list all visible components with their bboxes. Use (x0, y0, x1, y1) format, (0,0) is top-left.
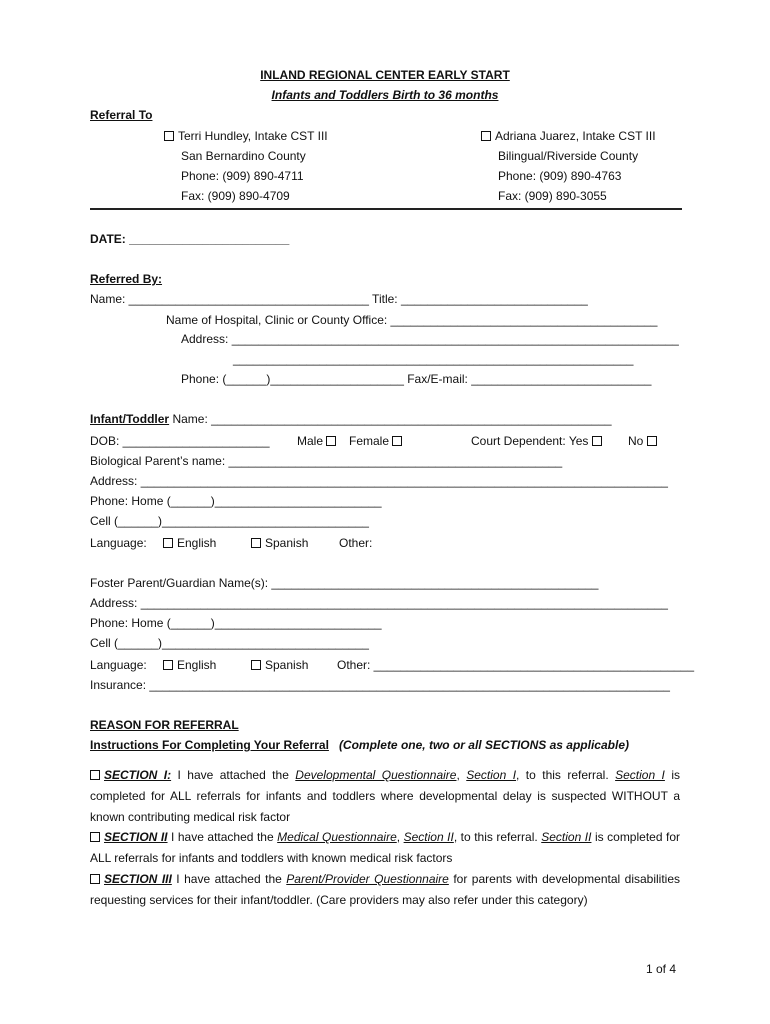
referrer-name-field[interactable]: Name: ____________________________________ Title: ____________________________ (90, 292, 588, 306)
section-1-ref-2: Section I (615, 768, 665, 782)
section-1-checkbox[interactable] (90, 770, 100, 780)
section-2-text-b: , (396, 830, 404, 844)
section-1-text-a: I have attached the (171, 768, 296, 782)
instructions-label: Instructions For Completing Your Referral (90, 738, 329, 752)
section-1-paragraph (90, 765, 680, 828)
court-dependent-yes[interactable] (471, 434, 606, 449)
referrer-address-field-2[interactable]: ____________________________________________________________ (233, 352, 634, 366)
infant-name-field[interactable] (90, 412, 612, 427)
contact-1-phone: Phone: (909) 890-4711 (181, 169, 304, 183)
section-3-text-b: for parents with developmental disabilities requesting services for their infant/toddler. (Care providers may also refer under this category) (90, 872, 680, 907)
contact-1-county: San Bernardino County (181, 149, 306, 163)
reason-heading: REASON FOR REFERRAL (90, 718, 239, 732)
foster-english-checkbox[interactable] (163, 660, 173, 670)
contact-2-checkbox[interactable] (481, 131, 491, 141)
female-checkbox[interactable] (392, 436, 402, 446)
infant-toddler-label: Infant/Toddler (90, 412, 170, 426)
section-1-text-d: is completed for ALL referrals for infants and toddlers where developmental delay is suspected WITHOUT a known contributing medical risk factor (90, 768, 680, 824)
court-dependent-no[interactable] (628, 434, 661, 449)
infant-english-label: English (177, 536, 217, 550)
form-title: INLAND REGIONAL CENTER EARLY START (260, 68, 510, 82)
section-1-text-b: , (456, 768, 467, 782)
infant-name-line: Name: ____________________________________________________________ (169, 412, 612, 426)
section-3-label: SECTION III (104, 872, 172, 886)
foster-phone-field[interactable]: Phone: Home (______)_________________________ (90, 616, 382, 630)
foster-spanish-option[interactable] (251, 658, 308, 673)
infant-phone-field[interactable]: Phone: Home (______)_________________________ (90, 494, 382, 508)
contact-1-name-text: Terri Hundley, Intake CST III (178, 129, 328, 143)
section-2-label: SECTION II (104, 830, 168, 844)
infant-english-checkbox[interactable] (163, 538, 173, 548)
contact-2-fax: Fax: (909) 890-3055 (498, 189, 607, 203)
referral-to-label: Referral To (90, 108, 153, 122)
bio-parent-field[interactable]: Biological Parent’s name: __________________________________________________ (90, 454, 563, 468)
insurance-field[interactable]: Insurance: ______________________________________________________________________________ (90, 678, 670, 692)
section-1-label: SECTION I: (104, 768, 172, 782)
foster-names-field[interactable]: Foster Parent/Guardian Name(s): _________________________________________________ (90, 576, 599, 590)
section-2-ref: Section II (403, 830, 454, 844)
date-field[interactable]: DATE: ________________________ (90, 232, 290, 246)
infant-other-label[interactable]: Other: (339, 536, 373, 550)
contact-2-phone: Phone: (909) 890-4763 (498, 169, 622, 183)
medical-questionnaire-ref: Medical Questionnaire (277, 830, 397, 844)
dob-field[interactable]: DOB: ______________________ (90, 434, 270, 448)
foster-english-option[interactable] (163, 658, 216, 673)
male-option[interactable] (297, 434, 340, 449)
infant-spanish-checkbox[interactable] (251, 538, 261, 548)
parent-provider-questionnaire-ref: Parent/Provider Questionnaire (286, 872, 449, 886)
infant-english-option[interactable] (163, 536, 216, 551)
hospital-field[interactable]: Name of Hospital, Clinic or County Office: ________________________________________ (166, 313, 658, 327)
form-subtitle: Infants and Toddlers Birth to 36 months (271, 88, 499, 102)
section-1-text-c: , to this referral. (516, 768, 616, 782)
infant-address-field[interactable]: Address: _______________________________________________________________________________ (90, 474, 668, 488)
section-2-paragraph (90, 827, 680, 869)
section-3-paragraph (90, 869, 680, 911)
referrer-address-field[interactable]: Address: ___________________________________________________________________ (181, 332, 679, 346)
male-checkbox[interactable] (326, 436, 336, 446)
instructions-note: (Complete one, two or all SECTIONS as applicable) (338, 738, 629, 752)
court-yes-checkbox[interactable] (592, 436, 602, 446)
foster-cell-field[interactable]: Cell (______)_______________________________ (90, 636, 369, 650)
contact-2-name-text: Adriana Juarez, Intake CST III (495, 129, 656, 143)
section-1-ref: Section I (466, 768, 517, 782)
female-label: Female (349, 434, 390, 448)
page-number: 1 of 4 (646, 962, 677, 976)
instructions-line (90, 738, 629, 753)
section-2-checkbox[interactable] (90, 832, 100, 842)
foster-english-label: English (177, 658, 217, 672)
foster-other-field[interactable]: Other: ________________________________________________ (337, 658, 695, 672)
referred-by-label: Referred By: (90, 272, 163, 286)
contact-1-checkbox[interactable] (164, 131, 174, 141)
contact-2-county: Bilingual/Riverside County (498, 149, 639, 163)
divider-rule (90, 208, 682, 210)
female-option[interactable] (349, 434, 406, 449)
court-dependent-label: Court Dependent: Yes (471, 434, 589, 448)
section-2-ref-2: Section II (541, 830, 592, 844)
referrer-phone-fax-field[interactable]: Phone: (______)____________________ Fax/E-mail: ___________________________ (181, 372, 652, 386)
section-3-text-a: I have attached the (171, 872, 287, 886)
section-3-checkbox[interactable] (90, 874, 100, 884)
contact-2-name (481, 129, 656, 144)
contact-1-fax: Fax: (909) 890-4709 (181, 189, 290, 203)
section-2-text-c: , to this referral. (453, 830, 542, 844)
court-no-checkbox[interactable] (647, 436, 657, 446)
infant-spanish-option[interactable] (251, 536, 308, 551)
foster-spanish-label: Spanish (265, 658, 309, 672)
foster-language-label: Language: (90, 658, 147, 672)
foster-address-field[interactable]: Address: _______________________________________________________________________________ (90, 596, 668, 610)
male-label: Male (297, 434, 324, 448)
developmental-questionnaire-ref: Developmental Questionnaire (295, 768, 457, 782)
section-2-text-a: I have attached the (167, 830, 278, 844)
infant-cell-field[interactable]: Cell (______)_______________________________ (90, 514, 369, 528)
court-no-label: No (628, 434, 644, 448)
foster-spanish-checkbox[interactable] (251, 660, 261, 670)
infant-spanish-label: Spanish (265, 536, 309, 550)
section-2-text-d: is completed for ALL referrals for infants and toddlers with known medical risk factors (90, 830, 681, 865)
contact-1-name (164, 129, 328, 144)
infant-language-label: Language: (90, 536, 147, 550)
